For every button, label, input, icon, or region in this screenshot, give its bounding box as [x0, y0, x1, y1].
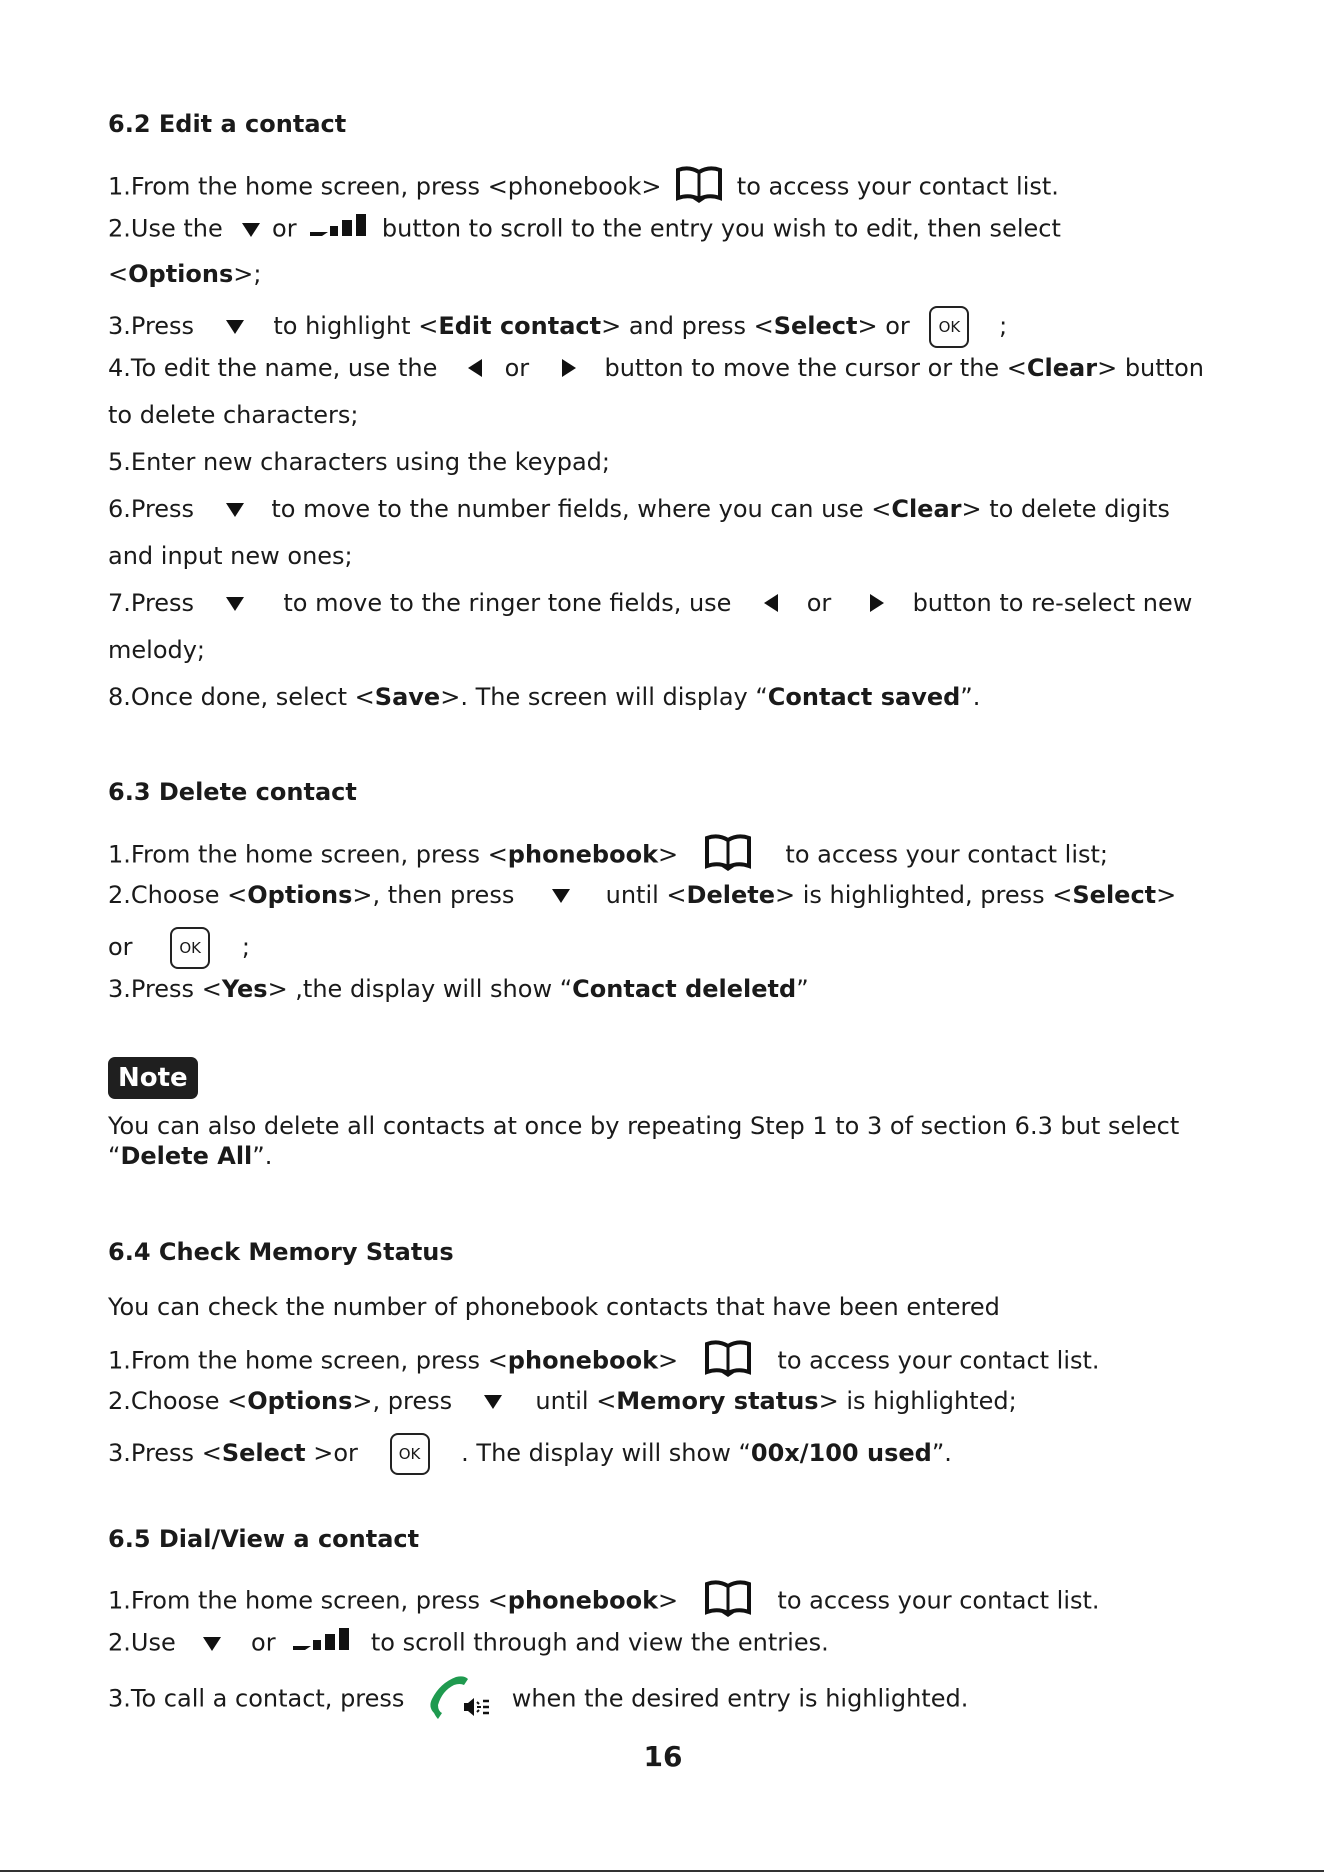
- s63-step-2-cont: or OK ;: [108, 927, 250, 969]
- down-arrow-icon: [226, 312, 244, 342]
- s62-step-4: 4.To edit the name, use the or button to move the cursor or the <Clear> button: [108, 354, 1204, 382]
- s65-step-2: 2.Use or to scroll through and view the entries.: [108, 1626, 829, 1661]
- s62-step-1: 1.From the home screen, press <phonebook> to access your contact list.: [108, 165, 1059, 210]
- phonebook-icon: [675, 165, 723, 210]
- section-title-6-5: 6.5 Dial/View a contact: [108, 1525, 420, 1553]
- s64-step-3: 3.Press <Select >or OK . The display will show “00x/100 used”.: [108, 1433, 952, 1475]
- s64-intro: You can check the number of phonebook contacts that have been entered: [108, 1293, 1000, 1321]
- s65-step-1: 1.From the home screen, press <phonebook> to access your contact list.: [108, 1579, 1100, 1624]
- left-arrow-icon: [467, 354, 483, 384]
- section-title-6-3: 6.3 Delete contact: [108, 778, 357, 806]
- s63-step-1: 1.From the home screen, press <phonebook> to access your contact list;: [108, 833, 1108, 878]
- up-arrow-signal-icon: [310, 212, 368, 247]
- ok-key-icon: OK: [170, 927, 210, 969]
- down-arrow-icon: [484, 1387, 502, 1417]
- note-text-1: You can also delete all contacts at once by repeating Step 1 to 3 of section 6.3 but select: [108, 1112, 1180, 1140]
- s63-step-2: 2.Choose <Options>, then press until <Delete> is highlighted, press <Select>: [108, 881, 1177, 909]
- right-arrow-icon: [561, 354, 577, 384]
- phonebook-icon: [704, 833, 752, 878]
- s63-step-3: 3.Press <Yes> ,the display will show “Contact deleletd”: [108, 975, 809, 1003]
- down-arrow-icon: [203, 1629, 221, 1659]
- down-arrow-icon: [242, 215, 260, 245]
- section-title-6-4: 6.4 Check Memory Status: [108, 1238, 454, 1266]
- section-title-6-2: 6.2 Edit a contact: [108, 110, 347, 138]
- s62-step-8: 8.Once done, select <Save>. The screen will display “Contact saved”.: [108, 683, 981, 711]
- s62-step-3: 3.Press to highlight <Edit contact> and press <Select> or OK ;: [108, 306, 1007, 348]
- s65-step-3: 3.To call a contact, press when the desired entry is highlighted.: [108, 1673, 968, 1726]
- s64-step-2: 2.Choose <Options>, press until <Memory status> is highlighted;: [108, 1387, 1017, 1415]
- right-arrow-icon: [869, 589, 885, 619]
- note-badge: Note: [108, 1057, 198, 1099]
- s62-step-6-cont: and input new ones;: [108, 542, 353, 570]
- up-arrow-signal-icon: [293, 1626, 351, 1661]
- left-arrow-icon: [763, 589, 779, 619]
- down-arrow-icon: [226, 495, 244, 525]
- s62-step-7: 7.Press to move to the ringer tone fields, use or button to re-select new: [108, 589, 1193, 617]
- down-arrow-icon: [552, 881, 570, 911]
- s64-step-1: 1.From the home screen, press <phonebook> to access your contact list.: [108, 1339, 1100, 1384]
- s62-step-2-cont: <Options>;: [108, 260, 262, 288]
- phonebook-icon: [704, 1579, 752, 1624]
- ok-key-icon: OK: [929, 306, 969, 348]
- call-speaker-icon: [426, 1673, 494, 1726]
- s62-step-6: 6.Press to move to the number fields, where you can use <Clear> to delete digits: [108, 495, 1170, 523]
- phonebook-icon: [704, 1339, 752, 1384]
- s62-step-4-cont: to delete characters;: [108, 401, 359, 429]
- ok-key-icon: OK: [390, 1433, 430, 1475]
- s62-step-2: 2.Use the or button to scroll to the entry you wish to edit, then select: [108, 212, 1061, 247]
- page-number: 16: [643, 1740, 683, 1773]
- s62-step-5: 5.Enter new characters using the keypad;: [108, 448, 610, 476]
- down-arrow-icon: [226, 589, 244, 619]
- s62-step-7-cont: melody;: [108, 636, 206, 664]
- note-text-2: “Delete All”.: [108, 1142, 273, 1170]
